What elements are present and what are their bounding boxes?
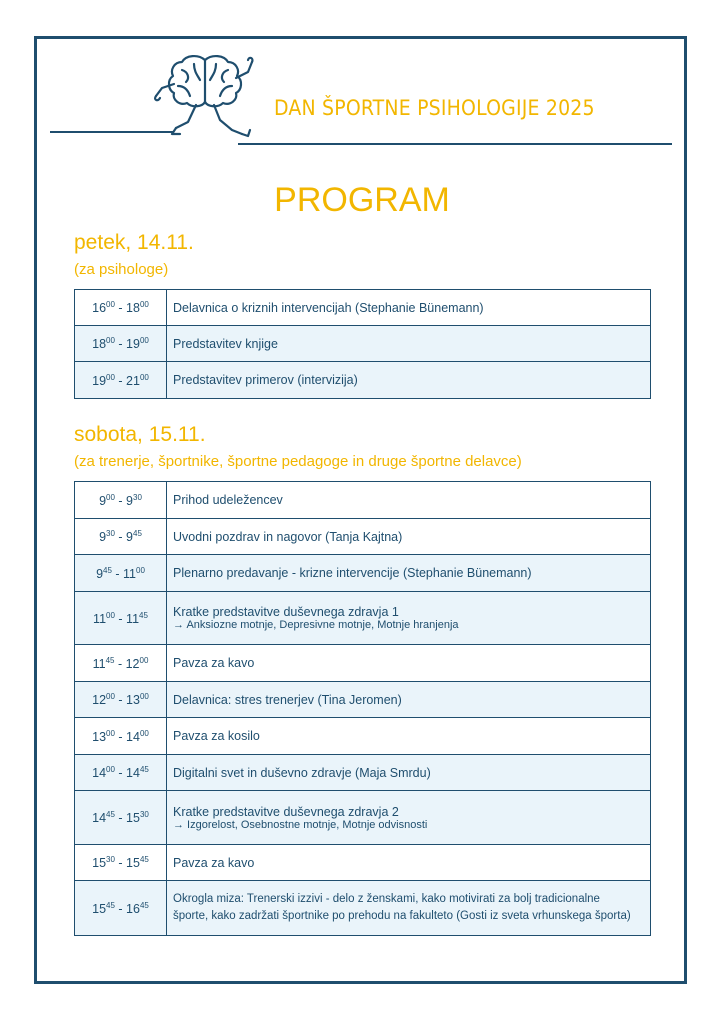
- table-row: [75, 645, 651, 682]
- table-row: [75, 845, 651, 881]
- session-cell: Pavza za kosilo: [167, 718, 651, 755]
- day-subtitle-friday: (za psihologe): [74, 261, 169, 278]
- session-cell: Pavza za kavo: [167, 645, 651, 682]
- time-cell: $12^{00} - 13^{00}$: [75, 682, 167, 718]
- session-cell: Uvodni pozdrav in nagovor (Tanja Kajtna): [167, 519, 651, 555]
- table-row: [75, 682, 651, 718]
- table-row: [75, 718, 651, 755]
- day-title-saturday: sobota, 15.11.: [74, 423, 206, 446]
- event-title: DAN ŠPORTNE PSIHOLOGIJE 2025: [274, 96, 595, 120]
- session-cell: Predstavitev primerov (intervizija): [167, 362, 651, 399]
- time-cell: $15^{30} - 15^{45}$: [75, 845, 167, 881]
- session-cell: Okrogla miza: Trenerski izzivi - delo z ženskami, kako motivirati za bolj tradicionalne športe, kako zadržati športnike po prehodu na fakulteto (Gosti iz sveta vrhunskega športa): [167, 881, 651, 936]
- time-cell: $18^{00} - 19^{00}$: [75, 326, 167, 362]
- time-cell: $9^{30} - 9^{45}$: [75, 519, 167, 555]
- table-row: [75, 362, 651, 399]
- day-subtitle-saturday: (za trenerje, športnike, športne pedagoge in druge športne delavce): [74, 453, 522, 470]
- table-row: [75, 791, 651, 845]
- header-divider-right: [238, 143, 672, 145]
- table-row: [75, 290, 651, 326]
- header-divider-left: [50, 131, 174, 133]
- running-brain-icon: [150, 50, 260, 144]
- time-cell: $15^{45} - 16^{45}$: [75, 881, 167, 936]
- session-cell: Plenarno predavanje - krizne intervencije (Stephanie Bünemann): [167, 555, 651, 592]
- session-cell: Predstavitev knjige: [167, 326, 651, 362]
- session-cell: Digitalni svet in duševno zdravje (Maja Smrdu): [167, 755, 651, 791]
- table-row: [75, 482, 651, 519]
- time-cell: $11^{00} - 11^{45}$: [75, 592, 167, 645]
- session-cell: Prihod udeležencev: [167, 482, 651, 519]
- page-title: PROGRAM: [274, 181, 450, 219]
- time-cell: $9^{45} - 11^{00}$: [75, 555, 167, 592]
- table-row: [75, 881, 651, 936]
- time-cell: $11^{45} - 12^{00}$: [75, 645, 167, 682]
- session-cell: Kratke predstavitve duševnega zdravja 1 → Anksiozne motnje, Depresivne motnje, Motnje hranjenja: [167, 592, 651, 645]
- time-cell: $16^{00} - 18^{00}$: [75, 290, 167, 326]
- time-cell: $13^{00} - 14^{00}$: [75, 718, 167, 755]
- time-cell: $19^{00} - 21^{00}$: [75, 362, 167, 399]
- table-row: [75, 555, 651, 592]
- session-cell: Kratke predstavitve duševnega zdravja 2 → Izgorelost, Osebnostne motnje, Motnje odvisnosti: [167, 791, 651, 845]
- table-row: [75, 326, 651, 362]
- time-cell: $14^{45} - 15^{30}$: [75, 791, 167, 845]
- session-cell: Pavza za kavo: [167, 845, 651, 881]
- time-cell: $14^{00} - 14^{45}$: [75, 755, 167, 791]
- table-row: [75, 519, 651, 555]
- table-row: [75, 755, 651, 791]
- schedule-table-friday: [74, 289, 651, 399]
- session-cell: Delavnica o kriznih intervencijah (Stephanie Bünemann): [167, 290, 651, 326]
- schedule-table-saturday: [74, 481, 651, 936]
- day-title-friday: petek, 14.11.: [74, 231, 194, 254]
- table-row: [75, 592, 651, 645]
- time-cell: $9^{00} - 9^{30}$: [75, 482, 167, 519]
- session-cell: Delavnica: stres trenerjev (Tina Jeromen): [167, 682, 651, 718]
